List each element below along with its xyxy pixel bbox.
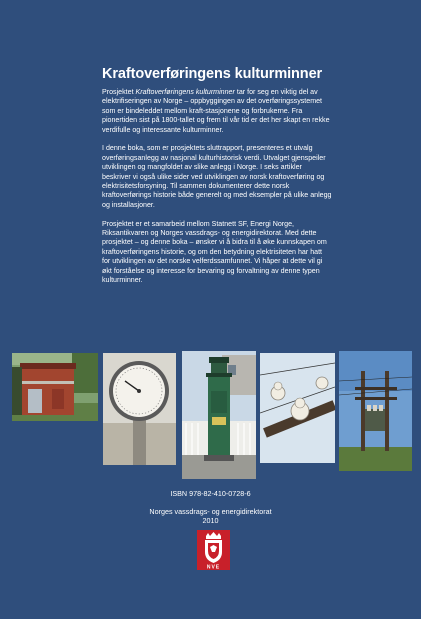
photo-strip: [12, 351, 412, 481]
paragraph-3: Prosjektet er et samarbeid mellom Statnett SF, Energi Norge, Riksantikvaren og Norges vassdrags- og energidirektorat. Med dette prosjektet – og denne boka – ønsker vi å bidra til å øke kunnskapen om kraftoverføringens historie, og om den betydning elektrisiteten har hatt for utviklingen av det norske velferdssamfunnet. Vi håper at dette vil gi økt forståelse og interesse for bevaring og forvaltning av denne typen kulturminner.: [102, 219, 327, 285]
project-name-italic: Kraftoverføringens kulturminner: [135, 88, 235, 96]
paragraph-1-start: Prosjektet: [102, 88, 136, 96]
paragraph-2: I denne boka, som er prosjektets sluttrapport, presenteres et utvalg overføringsanlegg av nasjonal kulturhistorisk verdi. Utvalget gjenspeiler utviklingen og mangfoldet av slike anlegg i Norge. I seks artikler beskriver vi også ulike sider ved utviklingen av norsk kraftoverføring og elektrisitetsforsyning. Til sammen dokumenterer dette norsk kraftoverførings historie både generelt og med eksempler på ulike anlegg og installasjoner.: [102, 144, 332, 209]
paragraph-1: [102, 88, 332, 135]
publication-year: 2010: [202, 516, 219, 525]
photo-pressure-gauge: [103, 353, 176, 465]
photo-brick-transformer-house: [12, 353, 98, 421]
photo-pole-mounted-transformer: [339, 351, 412, 471]
paragraph-1-rest: tar for seg en viktig del av elektrifiseringen av Norge – oppbyggingen av det overføringssystemet som er bindeleddet mellom kraft-stasjonene og forbrukerne. Fra pionertiden sist på 1800-tallet og frem til vår tid er det her skapt en rekke verdifulle og interessante kulturminner.: [102, 88, 330, 134]
cover-description: [102, 88, 332, 295]
crown-icon: [206, 532, 221, 539]
nve-logo: [197, 530, 230, 570]
cover-title: Kraftoverføringens kulturminner: [102, 66, 323, 82]
photo-power-line-insulators: [260, 353, 335, 463]
photo-green-transformer-kiosk: [182, 351, 256, 479]
publisher: Norges vassdrags- og energidirektorat: [149, 507, 272, 516]
logo-text: NVE: [206, 564, 221, 570]
isbn: ISBN 978-82-410-0728-6: [170, 489, 251, 498]
